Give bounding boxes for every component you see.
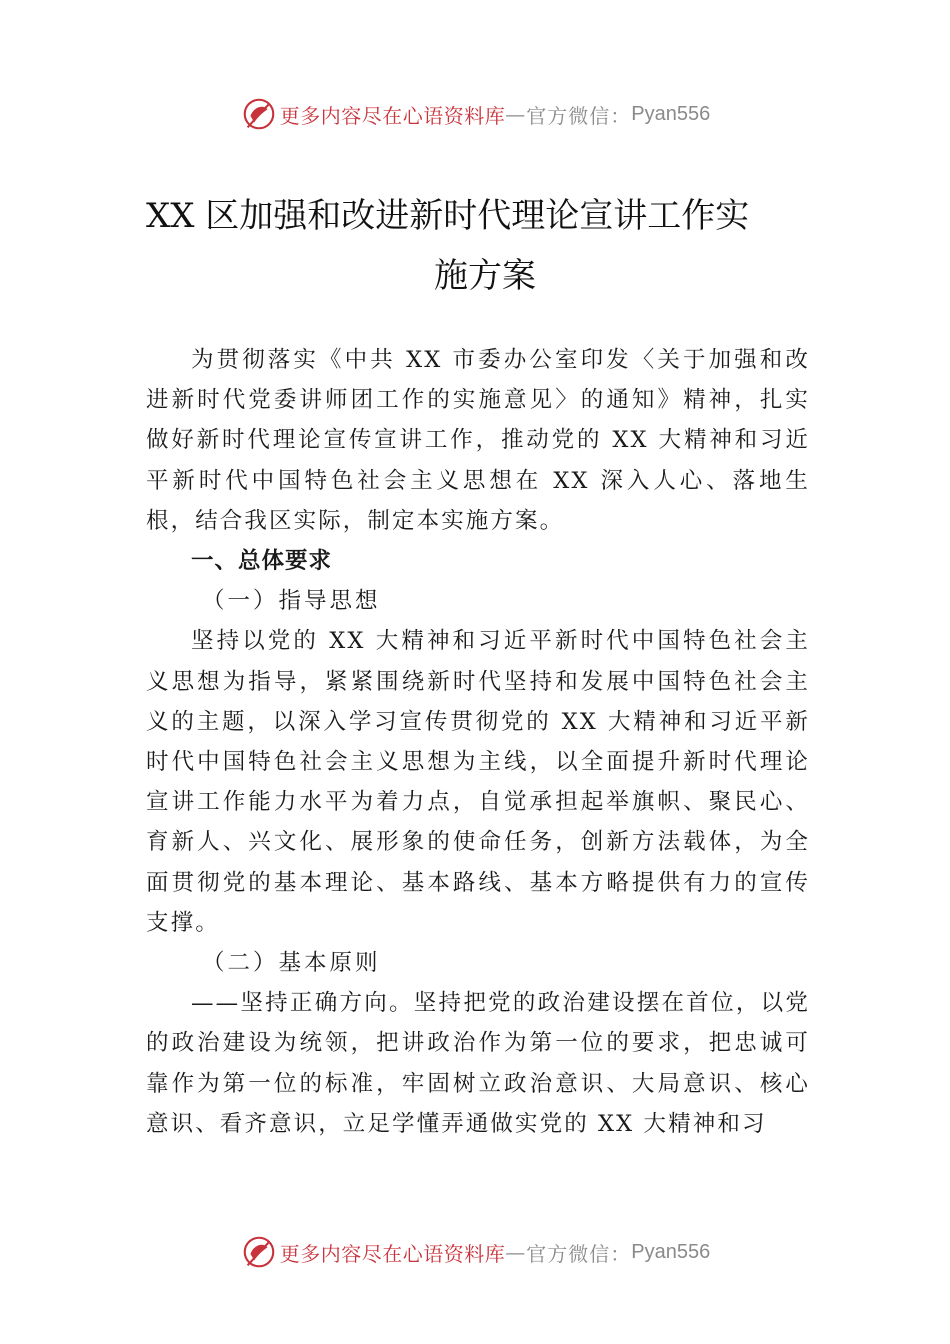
watermark-dash: — <box>505 102 527 126</box>
watermark-red-text: 更多内容尽在心语资料库 <box>279 103 506 128</box>
subsection-heading-1: （一）指导思想 <box>202 588 381 615</box>
watermark-red-text: 更多内容尽在心语资料库 <box>279 1241 506 1266</box>
principles-paragraph: ——坚持正确方向。坚持把党的政治建设摆在首位，以党的政治建设为统领，把讲政治作为第一位的要求，把忠诚可靠作为第一位的标准，牢固树立政治意识、大局意识、核心意识、看齐意识，立足学懂弄通做实党的 XX 大精神和习 <box>146 990 810 1137</box>
title-line-2: 施方案 <box>434 256 536 296</box>
watermark-account: Pyan556 <box>631 102 711 125</box>
section-heading-1: 一、总体要求 <box>191 548 333 575</box>
guiding-thought-paragraph: 坚持以党的 XX 大精神和习近平新时代中国特色社会主义思想为指导，紧紧围绕新时代坚持和发展中国特色社会主义的主题，以深入学习宣传贯彻党的 XX 大精神和习近平新时代中国特色社会主义思想为主线，以全面提升新时代理论宣讲工作能力水平为着力点，自觉承担起举旗帜、聚民心、 育新人、兴文化、展形象的使命任务，创新方法载体，为全面贯彻党的基本理论、基本路线、基本方略提供有力的宣传支撑。 <box>146 628 810 936</box>
logo-seal-icon <box>240 1233 278 1271</box>
watermark-dash: — <box>505 1240 527 1264</box>
document-title <box>140 186 840 306</box>
document-body <box>146 340 810 1144</box>
watermark-gray-text: 官方微信： <box>526 103 632 128</box>
logo-seal-icon <box>240 95 278 133</box>
watermark-gray-text: 官方微信： <box>526 1241 632 1266</box>
watermark-account: Pyan556 <box>631 1240 711 1263</box>
watermark-banner-top <box>0 94 950 134</box>
title-line-1: XX 区加强和改进新时代理论宣讲工作实 <box>146 196 750 236</box>
subsection-heading-2: （二）基本原则 <box>202 950 381 977</box>
intro-paragraph: 为贯彻落实《中共 XX 市委办公室印发〈关于加强和改进新时代党委讲师团工作的实施意见〉的通知》精神，扎实做好新时代理论宣传宣讲工作，推动党的 XX 大精神和习近平新时代中国特色社会主义思想在 XX 深入人心、落地生根，结合我区实际，制定本实施方案。 <box>146 347 810 534</box>
watermark-banner-bottom <box>0 1232 950 1272</box>
